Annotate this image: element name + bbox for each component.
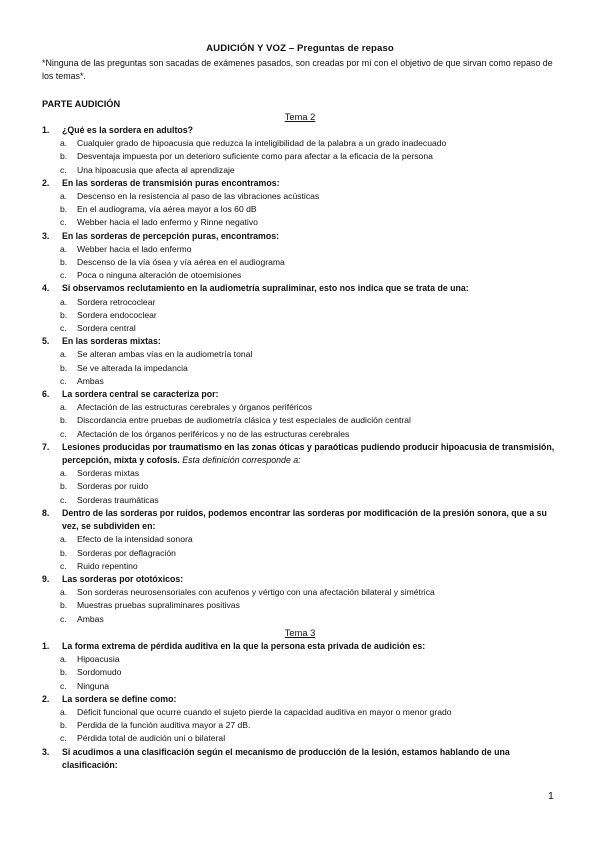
answer-option (0, 547, 600, 560)
question-text: En las sorderas de transmisión puras encontramos: (62, 177, 280, 188)
option-text: Sordera central (77, 323, 136, 334)
answer-option (0, 269, 600, 282)
option-letter: c. (60, 270, 67, 281)
question-number: 1. (42, 641, 50, 651)
answer-option (0, 362, 600, 375)
option-letter: a. (60, 707, 68, 718)
answer-option (0, 467, 600, 480)
option-letter: a. (60, 296, 68, 307)
question (0, 124, 600, 137)
option-letter: a. (60, 468, 68, 479)
option-letter: c. (60, 428, 67, 439)
option-text: Sorderas por deflagración (77, 547, 176, 558)
answer-option (0, 256, 600, 269)
option-text: Webber hacia el lado enfermo (77, 243, 192, 254)
answer-option (0, 586, 600, 599)
answer-option (0, 680, 600, 693)
question-number: 5. (42, 336, 50, 347)
answer-option (0, 560, 600, 573)
option-letter: a. (60, 191, 68, 202)
option-letter: b. (60, 667, 68, 678)
answer-option (0, 296, 600, 309)
option-letter: b. (60, 362, 68, 373)
answer-option (0, 719, 600, 732)
option-letter: a. (60, 402, 68, 413)
option-letter: a. (60, 138, 68, 149)
option-text: Sorderas por ruido (77, 481, 149, 492)
question (0, 573, 600, 586)
question-number: 2. (42, 177, 50, 188)
question (0, 335, 600, 348)
answer-option (0, 137, 600, 150)
section-tema-2 (0, 111, 600, 626)
answer-option (0, 653, 600, 666)
question (0, 177, 600, 190)
option-text: Ninguna (77, 680, 110, 691)
answer-option (0, 150, 600, 163)
option-letter: c. (60, 323, 67, 334)
question-text: En las sorderas mixtas: (62, 336, 161, 347)
answer-option (0, 322, 600, 335)
option-text: Sorderas traumáticas (77, 494, 159, 505)
answer-option (0, 414, 600, 427)
option-letter: c. (60, 733, 67, 744)
answer-option (0, 666, 600, 679)
question (0, 640, 600, 653)
option-text: Se ve alterada la impedancia (77, 362, 188, 373)
answer-option (0, 732, 600, 745)
option-letter: a. (60, 534, 68, 545)
question-tail: Esta definición corresponde a: (182, 455, 301, 466)
option-letter: b. (60, 600, 68, 611)
option-text: Ambas (77, 613, 104, 624)
option-text: Ruido repentino (77, 560, 138, 571)
option-letter: c. (60, 560, 67, 571)
answer-option (0, 309, 600, 322)
question (0, 746, 600, 772)
question (0, 282, 600, 295)
answer-option (0, 401, 600, 414)
option-text: Pérdida total de audición uni o bilateral (77, 733, 226, 744)
answer-option (0, 533, 600, 546)
answer-option (0, 203, 600, 216)
question-number: 3. (42, 230, 50, 241)
question (0, 693, 600, 706)
question-text: Las sorderas por ototóxicos: (62, 573, 184, 584)
option-letter: b. (60, 415, 68, 426)
answer-option (0, 164, 600, 177)
question-text: Si acudimos a una clasificación según el mecanismo de producción de la lesión, estamos hablando de una clasificación: (62, 746, 510, 770)
tema-heading: Tema 2 (284, 112, 316, 122)
question-text: La sordera central se caracteriza por: (62, 389, 219, 400)
option-letter: a. (60, 349, 68, 360)
question-text: Si observamos reclutamiento en la audiometría supraliminar, esto nos indica que se trata de una: (62, 283, 469, 294)
option-text: Hipoacusia (77, 654, 120, 665)
option-text: En el audiograma, vía aérea mayor a los 60 dB (77, 204, 257, 215)
option-text: Sordera endococlear (77, 309, 157, 320)
option-text: Son sorderas neurosensoriales con acufenos y vértigo con una afectación bilateral y simétrica (77, 587, 435, 598)
tema-heading: Tema 3 (284, 628, 316, 638)
question-number: 2. (42, 693, 50, 704)
question-text: ¿Qué es la sordera en adultos? (62, 125, 194, 135)
answer-option (0, 494, 600, 507)
option-text: Cualquier grado de hipoacusia que reduzca la inteligibilidad de la palabra a un grado inadecuado (77, 138, 447, 149)
question-number: 6. (42, 389, 50, 400)
option-text: Desventaja impuesta por un deterioro suficiente como para afectar a la eficacia de la persona (77, 151, 433, 162)
option-text: Afectación de las estructuras cerebrales y órganos periféricos (77, 402, 313, 413)
option-letter: b. (60, 257, 68, 268)
answer-option (0, 599, 600, 612)
option-text: Ambas (77, 375, 104, 386)
option-text: Sordomudo (77, 667, 122, 678)
option-text: Déficit funcional que ocurre cuando el sujeto pierde la capacidad auditiva en mayor o menor grado (77, 707, 452, 718)
question (0, 230, 600, 243)
option-text: Efecto de la intensidad sonora (77, 534, 193, 545)
option-letter: c. (60, 217, 67, 228)
document-title: AUDICIÓN Y VOZ – Preguntas de repaso (206, 43, 394, 54)
option-letter: c. (60, 680, 67, 691)
option-letter: c. (60, 375, 67, 386)
option-text: Descenso en la resistencia al paso de las vibraciones acústicas (77, 191, 320, 202)
question-text: Lesiones producidas por traumatismo en las zonas óticas y paraóticas pudiendo producir hipoacusia de transmisión, percepción, mixta y cofosis. (62, 441, 555, 466)
question-text: La sordera se define como: (62, 693, 177, 704)
question-number: 7. (42, 441, 50, 452)
question-number: 8. (42, 507, 50, 518)
answer-option (0, 428, 600, 441)
option-letter: b. (60, 309, 68, 320)
section-tema-3 (0, 627, 600, 772)
answer-option (0, 706, 600, 719)
page-number: 1 (548, 790, 554, 802)
option-text: Una hipoacusia que afecta al aprendizaje (77, 164, 235, 175)
question-text: Dentro de las sorderas por ruidos, podemos encontrar las sorderas por modificación de la presión sonora, que a su vez, se subdividen en: (62, 507, 547, 532)
option-letter: b. (60, 547, 68, 558)
option-text: Webber hacia el lado enfermo y Rinne negativo (77, 217, 258, 228)
question-text: La forma extrema de pérdida auditiva en la que la persona esta privada de audición es: (62, 641, 426, 651)
option-text: Sorderas mixtas (77, 468, 140, 479)
answer-option (0, 480, 600, 493)
option-letter: b. (60, 481, 68, 492)
question (0, 507, 600, 533)
option-text: Se alteran ambas vías en la audiometría tonal (77, 349, 253, 360)
option-letter: a. (60, 654, 68, 665)
option-letter: c. (60, 494, 67, 505)
option-letter: b. (60, 204, 68, 215)
question (0, 441, 600, 467)
option-text: Poca o ninguna alteración de otoemisiones (77, 270, 242, 281)
answer-option (0, 216, 600, 229)
option-letter: a. (60, 243, 68, 254)
answer-option (0, 375, 600, 388)
question (0, 388, 600, 401)
part-heading: PARTE AUDICIÓN (42, 99, 121, 109)
option-text: Muestras pruebas supraliminares positivas (77, 600, 240, 611)
option-text: Descenso de la vía ósea y vía aérea en el audiograma (77, 257, 285, 268)
answer-option (0, 190, 600, 203)
option-letter: c. (60, 613, 67, 624)
question-number: 3. (42, 746, 50, 757)
option-letter: b. (60, 151, 68, 162)
option-letter: c. (60, 164, 67, 175)
question-number: 9. (42, 573, 50, 584)
option-letter: b. (60, 720, 68, 731)
option-text: Perdida de la función auditiva mayor a 27 dB. (77, 720, 251, 731)
answer-option (0, 613, 600, 626)
answer-option (0, 348, 600, 361)
option-text: Afectación de los órganos periféricos y no de las estructuras cerebrales (77, 428, 350, 439)
answer-option (0, 243, 600, 256)
option-text: Sordera retrococlear (77, 296, 156, 307)
option-letter: a. (60, 587, 68, 598)
question-text: En las sorderas de percepción puras, encontramos: (62, 230, 280, 241)
question-number: 1. (42, 125, 50, 135)
question-number: 4. (42, 283, 50, 294)
option-text: Discordancia entre pruebas de audiometría clásica y test especiales de audición central (77, 415, 411, 426)
document-intro: *Ninguna de las preguntas son sacadas de exámenes pasados, son creadas por mí con el objetivo de que sirvan como repaso de los temas*. (42, 58, 553, 81)
